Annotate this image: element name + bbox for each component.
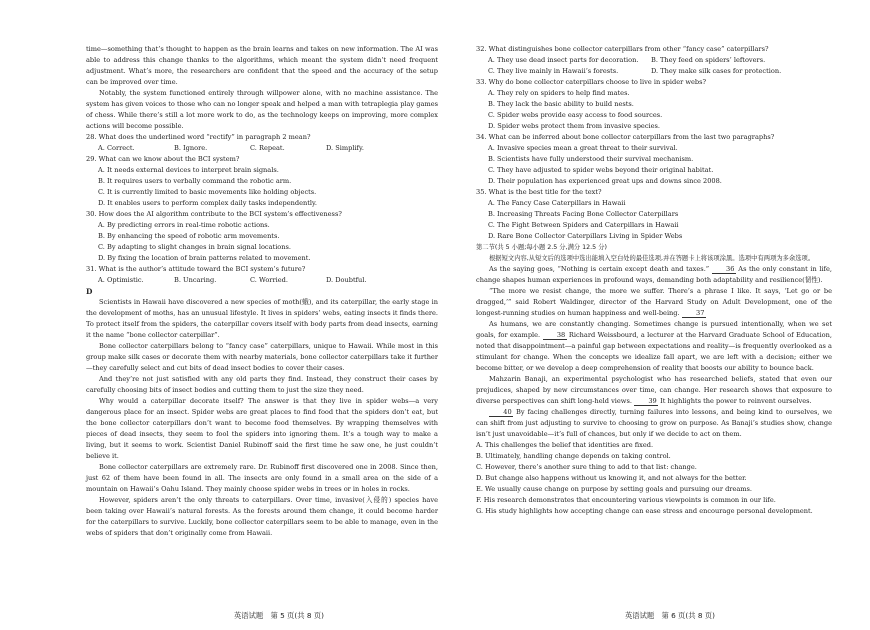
options-28	[86, 143, 438, 154]
paragraph	[476, 374, 832, 407]
blank-38: 38	[543, 331, 567, 340]
options-31	[86, 275, 438, 286]
option: C. Worried.	[250, 276, 288, 284]
option: D. Their population has experienced great ups and downs since 2008.	[488, 177, 722, 185]
page-footer-left: 英语试题 第 5 页(共 8 页)	[234, 611, 324, 620]
option: A. Correct.	[98, 144, 135, 152]
option: B. It requires users to verbally command the robotic arm.	[98, 177, 292, 185]
option: D. By fixing the location of brain patterns related to movement.	[98, 254, 311, 262]
paragraph: And they’re not just satisfied with any old parts they find. Instead, they construct their cases by carefully choosing bits of insect bodies and cutting them to just the size they need.	[86, 375, 438, 394]
text: As humans, we are constantly changing. Sometimes change is pursued intentionally, when we set goals, for example.	[476, 320, 832, 339]
paragraph	[476, 286, 832, 319]
option: D. Rare Bone Collector Caterpillars Living in Spider Webs	[488, 232, 683, 240]
left-page-column	[86, 44, 438, 539]
question-30: 30. How does the AI algorithm contribute to the BCI system’s effectiveness?	[86, 210, 342, 218]
option: A. This challenges the belief that identities are fixed.	[476, 441, 654, 449]
option: D. Doubtful.	[326, 276, 367, 284]
paragraph: time—something that’s thought to happen as the brain learns and takes on new information. The AI was able to address this change thanks to the algorithms, which meant the system didn’t need frequent adjustment. What’s more, the researchers are confident that the speed and the accuracy of the setup can be improved over time.	[86, 45, 438, 86]
option: C. By adapting to slight changes in brain signal locations.	[98, 243, 292, 251]
option: C. Spider webs provide easy access to food sources.	[488, 111, 663, 119]
option: A. Optimistic.	[98, 276, 144, 284]
paragraph: Notably, the system functioned entirely through willpower alone, with no machine assistance. The system has given voices to those who can no longer speak and helped a man with tetraplegia play games of chess. While there’s still a lot more work to do, as the technology keeps on improving, more complex actions will become possible.	[86, 89, 438, 130]
text: Mahzarin Banaji, an experimental psychologist who has researched beliefs, stated that even our prejudices, shaped by new circumstances over time, can change. Her research shows that exposure to diverse perspectives can shift long-held views.	[476, 375, 832, 405]
option: B. By enhancing the speed of robotic arm movements.	[98, 232, 280, 240]
question-33: 33. Why do bone collector caterpillars choose to live in spider webs?	[476, 78, 707, 86]
paragraph	[476, 407, 832, 440]
option: C. The Fight Between Spiders and Caterpillars in Hawaii	[488, 221, 679, 229]
paragraph: Bone collector caterpillars belong to “fancy case” caterpillars, unique to Hawaii. While most in this group make silk cases or decorate them with nearby materials, bone collector caterpillars take it further—they carefully select and cut bits of dead insect bodies to cover their cases.	[86, 342, 438, 372]
option: A. The Fancy Case Caterpillars in Hawaii	[488, 199, 626, 207]
section-heading: D	[86, 287, 93, 296]
option: B. They feed on spiders’ leftovers.	[651, 56, 766, 64]
question-34: 34. What can be inferred about bone collector caterpillars from the last two paragraphs?	[476, 133, 775, 141]
right-page-column	[476, 44, 832, 517]
options-32	[476, 55, 832, 66]
option: B. They lack the basic ability to build nests.	[488, 100, 634, 108]
option: A. It needs external devices to interpret brain signals.	[98, 166, 279, 174]
text: By facing challenges directly, turning failures into lessons, and being kind to ourselves, we can shift from just adjusting to survive to choosing to grow on purpose. As Banaji’s studies show, change isn’t just unavoidable—it’s full of chances, but only if we decide to act on them.	[476, 408, 832, 438]
blank-36: 36	[712, 265, 736, 274]
option: B. Increasing Threats Facing Bone Collector Caterpillars	[488, 210, 679, 218]
option: A. Invasive species mean a great threat to their survival.	[488, 144, 678, 152]
page-footer-right: 英语试题 第 6 页(共 8 页)	[625, 611, 715, 620]
text: “The more we resist change, the more we suffer. There’s a phrase I like. It says, ‘Let go or be dragged,’” said Robert Waldinger, director of the Harvard Study on Adult Development, one of the longest-running studies on human happiness and well-being.	[476, 287, 832, 317]
paragraph	[476, 264, 832, 286]
text: As the saying goes, “Nothing is certain except death and taxes.”	[489, 265, 710, 273]
question-31: 31. What is the author’s attitude toward the BCI system’s future?	[86, 265, 306, 273]
option: F. His research demonstrates that encountering various viewpoints is common in our life.	[476, 496, 776, 504]
blank-39: 39	[634, 397, 658, 406]
blank-37: 37	[682, 309, 706, 318]
paragraph: However, spiders aren’t the only threats to caterpillars. Over time, invasive(入侵的) species have been taking over Hawaii’s natural forests. As the forests around them change, it could become harder for the caterpillars to survive. Luckily, bone collector caterpillars seem to be able to manage, even in the webs of spiders that don’t originally come from Hawaii.	[86, 496, 438, 537]
option: B. Ultimately, handling change depends on taking control.	[476, 452, 671, 460]
blank-40: 40	[489, 408, 513, 417]
option: B. Ignore.	[174, 144, 208, 152]
paragraph: Why would a caterpillar decorate itself? The answer is that they live in spider webs—a very dangerous place for an insect. Spider webs are great places to find food that the spiders don’t eat, but the bone collector caterpillars don’t want to become food themselves. By wrapping themselves with pieces of dead insects, they seem to fool the spiders into ignoring them. It’s a tough way to make a living, but it seems to work. Scientist Daniel Rubinoff said the first time he saw one, he just couldn’t believe it.	[86, 397, 438, 460]
paragraph: Bone collector caterpillars are extremely rare. Dr. Rubinoff first discovered one in 2008. Since then, just 62 of them have been found in all. The insects are only found in a small area on the side of a mountain on Hawaii’s Oahu Island. They mainly choose spider webs in trees or in holes in rocks.	[86, 463, 438, 493]
option: D. But change also happens without us knowing it, and not always for the better.	[476, 474, 747, 482]
section-instructions: 根据短文内容,从短文后的选项中选出能填入空白处的最佳选项,并在答题卡上将该项涂黑。选项中有两项为多余选项。	[489, 255, 815, 262]
option: A. They use dead insect parts for decoration.	[488, 56, 639, 64]
option: E. We usually cause change on purpose by setting goals and pursuing our dreams.	[476, 485, 753, 493]
options-32	[476, 66, 832, 77]
question-32: 32. What distinguishes bone collector caterpillars from other “fancy case” caterpillars?	[476, 45, 769, 53]
option: A. By predicting errors in real-time robotic actions.	[98, 221, 270, 229]
text: As the only constant in life, change shapes human experiences in profound ways, demanding both adaptability and resilience(韧性).	[476, 265, 832, 284]
paragraph	[476, 319, 832, 374]
option: C. However, there’s another sure thing to add to that list: change.	[476, 463, 697, 471]
option: C. It is currently limited to basic movements like holding objects.	[98, 188, 317, 196]
option: C. Repeat.	[250, 144, 285, 152]
option: B. Uncaring.	[174, 276, 217, 284]
option: D. Spider webs protect them from invasive species.	[488, 122, 661, 130]
option: C. They have adjusted to spider webs beyond their original habitat.	[488, 166, 714, 174]
question-29: 29. What can we know about the BCI system?	[86, 155, 240, 163]
section-title: 第二节(共 5 小题;每小题 2.5 分,满分 12.5 分)	[476, 244, 607, 251]
question-28: 28. What does the underlined word “rectify” in paragraph 2 mean?	[86, 133, 311, 141]
option: D. Simplify.	[326, 144, 364, 152]
option: D. They make silk cases for protection.	[651, 67, 782, 75]
option: D. It enables users to perform complex daily tasks independently.	[98, 199, 317, 207]
question-35: 35. What is the best title for the text?	[476, 188, 602, 196]
option: C. They live mainly in Hawaii’s forests.	[488, 67, 619, 75]
paragraph: Scientists in Hawaii have discovered a new species of moth(蛾), and its caterpillar, the early stage in the development of moths, has an unusual lifestyle. It lives in spiders’ webs, eating insects it finds there. To protect itself from the spiders, the caterpillar covers itself with body parts from dead insects, earning it the name “bone collector caterpillar”.	[86, 298, 438, 339]
text: It highlights the power to reinvent ourselves.	[658, 397, 812, 405]
option: B. Scientists have fully understood their survival mechanism.	[488, 155, 694, 163]
text: Richard Weissbourd, a lecturer at the Harvard Graduate School of Education, noted that disappointment—a painful gap between expectations and reality—is frequently overlooked as a stimulant for change. When the concepts we idealize fall apart, we are left with a decision; either we become bitter, or we develop a deep comprehension of reality that boosts our ability to bounce back.	[476, 331, 832, 372]
option: A. They rely on spiders to help find mates.	[488, 89, 630, 97]
option: G. His study highlights how accepting change can ease stress and encourage personal development.	[476, 507, 813, 515]
